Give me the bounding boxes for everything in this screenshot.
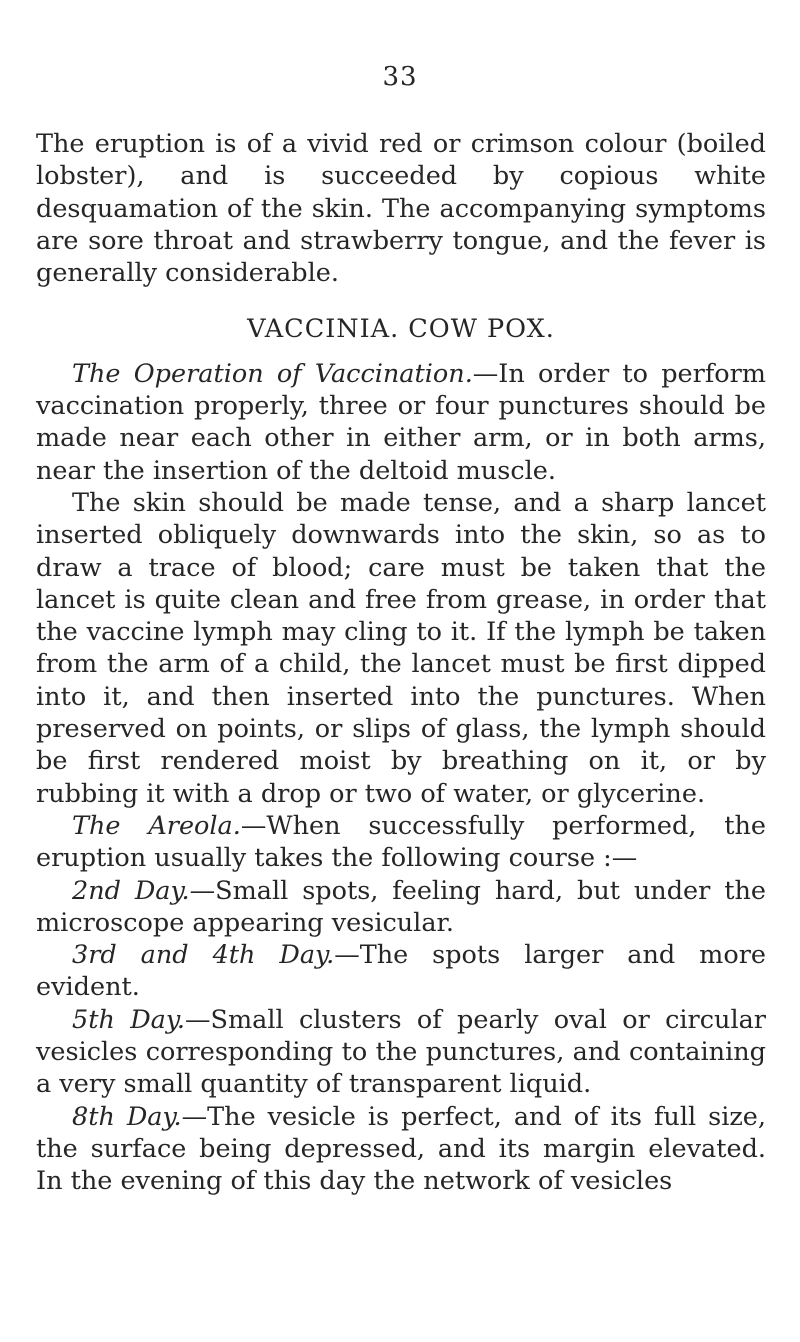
paragraph-day-2	[36, 875, 766, 940]
paragraph-text: —Small spots, feeling hard, but under the microscope appearing vesicular.	[36, 875, 766, 938]
page-body	[36, 128, 766, 1198]
section-heading: VACCINIA. COW POX.	[247, 314, 555, 345]
page-number: 33	[382, 62, 418, 92]
run-in-title: 5th Day.	[72, 1004, 186, 1035]
paragraph-day-5	[36, 1004, 766, 1101]
run-in-title: The Operation of Vaccination.	[72, 358, 473, 389]
paragraph-lancet: The skin should be made tense, and a sharp lancet inserted obliquely downwards into the skin, so as to draw a trace of blood; care must be taken that the lancet is quite clean and free from grease, in order that the vaccine lymph may cling to it. If the lymph be taken from the arm of a child, the lancet must be first dipped into it, and then inserted into the punctures. When preserved on points, or slips of glass, the lymph should be first rendered moist by breathing on it, or by rubbing it with a drop or two of water, or glycerine.	[36, 487, 766, 809]
run-in-title: 3rd and 4th Day.	[72, 940, 335, 971]
paragraph-day-3-4	[36, 939, 766, 1004]
paragraph-text: —When successfully performed, the eruption usually takes the following course :—	[36, 810, 766, 874]
paragraph-operation	[36, 358, 766, 487]
paragraph-day-8	[36, 1101, 766, 1198]
paragraph-text: —The spots larger and more evident.	[36, 940, 766, 1003]
run-in-title: The Areola.	[72, 810, 241, 841]
run-in-title: 2nd Day.	[72, 875, 190, 906]
paragraph-scarlatina-eruption: The eruption is of a vivid red or crimson colour (boiled lobster), and is succeeded by copious white desquamation of the skin. The accompanying symptoms are sore throat and strawberry tongue, and the fever is generally considerable.	[36, 129, 766, 289]
paragraph-areola	[36, 810, 766, 875]
paragraph-text: —Small clusters of pearly oval or circular vesicles corresponding to the punctures, and containing a very small quantity of transparent liquid.	[36, 1004, 766, 1100]
run-in-title: 8th Day.	[72, 1101, 182, 1132]
paragraph-text: —In order to perform vaccination properly, three or four punctures should be made near each other in either arm, or in both arms, near the insertion of the deltoid muscle.	[36, 358, 766, 486]
paragraph-text: —The vesicle is perfect, and of its full size, the surface being depressed, and its margin elevated. In the evening of this day the network of vesicles	[36, 1101, 766, 1197]
